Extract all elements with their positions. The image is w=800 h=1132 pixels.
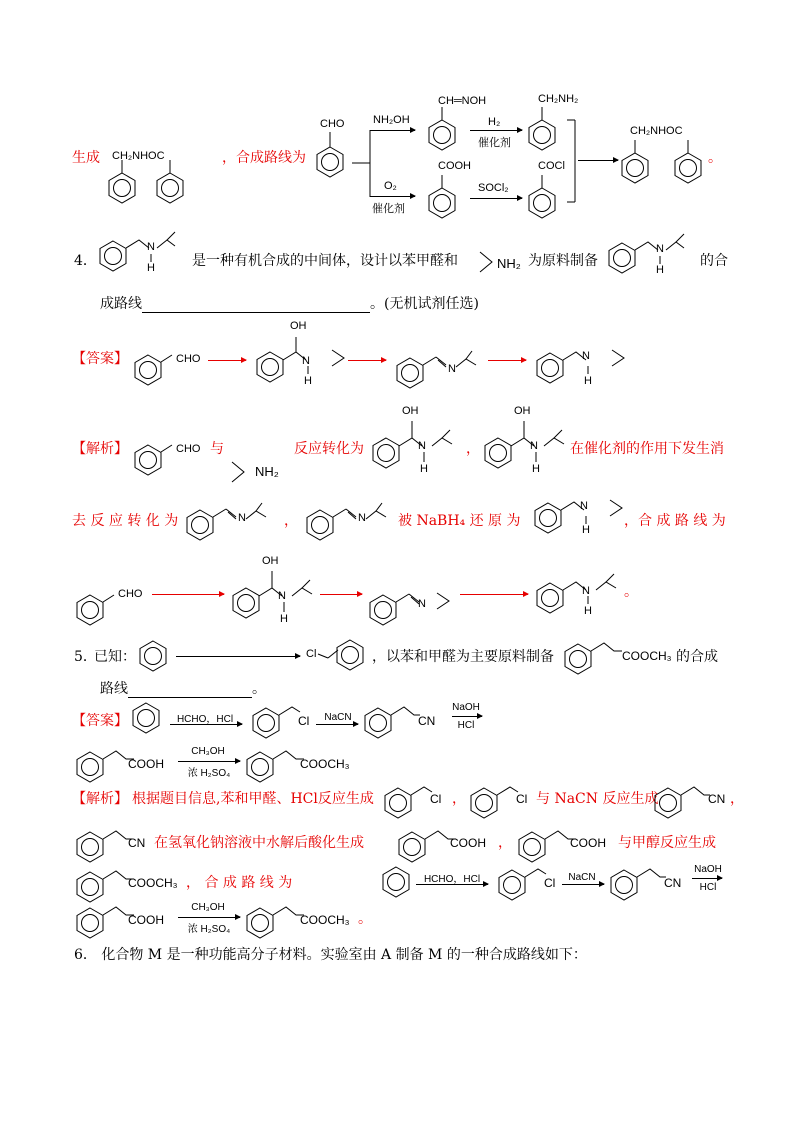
q4-route-h1: H — [280, 613, 288, 625]
q3-cho-label: CHO — [320, 118, 345, 130]
q4-exp-h1: H — [420, 463, 428, 475]
q5-exp-e8: ， 合 成 路 线 为 — [186, 875, 293, 891]
q3-catalyst-2: 催化剂 — [478, 137, 511, 149]
q5-exp-cn2: CN — [128, 836, 146, 850]
q4-ans-imine-n: N — [448, 363, 456, 375]
q5-exp-e1: 根据题目信息,苯和甲醛、HCl反应生成 — [132, 791, 374, 807]
q4-text4-prefix: 成路线 — [100, 296, 142, 312]
q4-route-end: 。 — [624, 584, 638, 600]
q4-route-n2: N — [582, 585, 590, 597]
q5-target-cooch3: COOCH₃ — [622, 649, 672, 663]
q5-ans-cn: CN — [418, 714, 436, 728]
q5-exp-e5: 在氢氧化钠溶液中水解后酸化生成 — [154, 835, 364, 851]
q4-ans-benzaldehyde — [130, 345, 175, 390]
q4-exp-benzaldehyde — [130, 435, 175, 480]
q4-route-imine-n: N — [418, 598, 426, 610]
q4-exp-oh1: OH — [402, 405, 419, 417]
q4-exp-imine-n2: N — [358, 512, 366, 524]
q5-route-r-nacn: NaCN — [568, 872, 596, 883]
q5-route-r-h2so4: 浓 H₂SO₄ — [187, 924, 231, 935]
q4-route-arrow-2 — [320, 594, 362, 595]
q5-ans-cooh: COOH — [128, 757, 164, 771]
q4-route-n1: N — [278, 590, 286, 602]
q4-exp-cho: CHO — [176, 443, 201, 455]
q5-ans-arrow-4 — [178, 761, 240, 762]
q3-merge-bracket — [565, 118, 585, 208]
q5-benzene — [135, 636, 175, 676]
q5-exp-cooh1: COOH — [450, 836, 486, 850]
q3-end-mark: 。 — [708, 150, 722, 166]
q4-ans-arrow-1 — [208, 360, 246, 361]
q4-exp-a3: 在催化剂的作用下发生消 — [570, 441, 724, 457]
q5-route-r-hcl: HCl — [699, 882, 717, 893]
q4-h2: H — [656, 264, 664, 276]
q5-text3: 路线 — [100, 681, 128, 697]
q4-exp-nh2: NH₂ — [255, 464, 279, 479]
q5-exp-e6: ， — [498, 835, 512, 851]
q5-ans-arrow-2 — [316, 724, 358, 725]
q4-exp-and: 与 — [210, 441, 224, 457]
q5-known-cl: Cl — [306, 648, 317, 660]
q3-reagent-o2: O₂ — [384, 180, 397, 192]
q5-benzyl-chloride — [310, 630, 370, 675]
q5-ans-r-h2so4: 浓 H₂SO₄ — [187, 768, 231, 779]
q4-n1: N — [147, 241, 155, 253]
q5-route-r-hcho: HCHO，HCl — [423, 874, 481, 885]
q4-answer-blank[interactable] — [142, 312, 370, 313]
q4-exp-a5: ， — [284, 513, 298, 529]
q3-route-intro: ，合成路线为 — [222, 150, 306, 166]
q4-isopropyl — [478, 250, 498, 275]
q4-exp-oh2: OH — [514, 405, 531, 417]
q4-exp-imine-n1: N — [238, 512, 246, 524]
q4-exp-a7: ，合 成 路 线 为 — [624, 513, 726, 529]
q4-ans-h1: H — [304, 375, 312, 387]
q4-h1: H — [147, 262, 155, 274]
q3-product-label: CH₂NHOC — [112, 150, 165, 162]
q4-ans-h2: H — [584, 375, 592, 387]
q5-route-cl: Cl — [544, 876, 556, 890]
q3-amine-label: CH₂NH₂ — [538, 93, 579, 105]
q5-route-cooh: COOH — [128, 913, 164, 927]
q3-final-label: CH₂NHOC — [630, 125, 683, 137]
q3-reagent-socl2: SOCl₂ — [478, 182, 509, 194]
q3-reagent-h2: H₂ — [488, 116, 501, 128]
q3-arrow-o2 — [370, 196, 415, 197]
q3-catalyst-1: 催化剂 — [372, 203, 405, 215]
q4-ans-oh: OH — [290, 320, 307, 332]
q4-exp-a4: 去 反 应 转 化 为 — [72, 513, 179, 529]
q4-text3: 的合 — [700, 253, 728, 269]
q5-exp-cn1: CN — [708, 792, 726, 806]
q5-analysis-tag: 【解析】 — [72, 791, 128, 807]
q5-route-benzene — [378, 862, 418, 902]
q5-ans-benzene — [128, 698, 168, 738]
q3-arrow-socl2 — [470, 198, 522, 199]
q4-route-benzaldehyde — [72, 585, 117, 630]
q4-ans-n1: N — [302, 355, 310, 367]
q5-text1: ，以苯和甲醛为主要原料制备 — [372, 649, 554, 665]
q3-oxime-label: CH═NOH — [438, 95, 487, 107]
q5-exp-e3: 与 NaCN 反应生成 — [536, 791, 659, 807]
q4-target-structure — [95, 230, 185, 275]
q3-product-structure — [100, 130, 200, 220]
q5-exp-cooh2: COOH — [570, 836, 606, 850]
q5-number: 5． — [74, 649, 97, 665]
q4-line2 — [100, 295, 479, 313]
q5-answer-tag: 【答案】 — [72, 713, 128, 729]
q5-route-cn: CN — [664, 876, 682, 890]
q5-ans-r-hcl: HCl — [457, 720, 475, 731]
q5-exp-cooch3: COOCH₃ — [128, 876, 178, 890]
q4-exp-n2: N — [530, 440, 538, 452]
q5-exp-cl1: Cl — [430, 792, 442, 806]
q4-ans-imine — [392, 345, 492, 390]
q5-ans-r-nacn: NaCN — [324, 712, 352, 723]
q5-route-arrow-2 — [562, 884, 604, 885]
q3-cocl-label: COCl — [538, 160, 565, 172]
q4-route-arrow-1 — [152, 594, 224, 595]
q4-ans-product — [532, 340, 632, 395]
q5-known: 已知： — [94, 649, 136, 665]
q3-benzoic-acid — [420, 165, 480, 225]
q4-exp-product-h: H — [582, 524, 590, 536]
q4-route-imine — [365, 585, 465, 630]
q4-text1: 是一种有机合成的中间体，设计以苯甲醛和 — [192, 253, 458, 269]
q4-ans-arrow-3 — [488, 360, 526, 361]
q4-route-h2: H — [584, 605, 592, 617]
q4-exp-n1: N — [418, 440, 426, 452]
q5-route-arrow-3 — [692, 878, 722, 879]
q5-route-r-ch3oh: CH₃OH — [191, 902, 225, 913]
q5-ans-r-ch3oh: CH₃OH — [191, 746, 225, 757]
q5-exp-e7: 与甲醇反应生成 — [618, 835, 716, 851]
q4-text2: 为原料制备 — [528, 253, 598, 269]
q5-ans-cl: Cl — [298, 714, 310, 728]
q4-route-cho: CHO — [118, 588, 143, 600]
q6-text: 6． 化合物 M 是一种功能高分子材料。实验室由 A 制备 M 的一种合成路线如下： — [74, 947, 587, 963]
q5-text2: 的合成 — [676, 649, 718, 665]
q4-ans-cho: CHO — [176, 353, 201, 365]
q4-route-product — [532, 570, 632, 625]
q5-ans-r-hcho: HCHO，HCl — [176, 714, 234, 725]
q3-cooh-label: COOH — [438, 160, 471, 172]
q4-exp-imine-2 — [302, 500, 402, 545]
q5-route-cooch3: COOCH₃ — [300, 913, 350, 927]
q4-answer-tag: 【答案】 — [72, 351, 128, 367]
q5-exp-e2: ， — [452, 791, 466, 807]
q5-ans-r-naoh: NaOH — [452, 702, 480, 713]
q3-shengcheng: 生成 — [72, 150, 100, 166]
q4-exp-a1: 反应转化为 — [294, 441, 364, 457]
q4-n2: N — [656, 243, 664, 255]
q5-line2 — [100, 680, 266, 698]
q4-ans-arrow-2 — [348, 360, 386, 361]
q4-text4-suffix: 。(无机试剂任选) — [370, 296, 479, 312]
q4-exp-a6: 被 NaBH₄ 还 原 为 — [398, 513, 521, 529]
q4-route-oh: OH — [262, 555, 279, 567]
q5-text3-end: 。 — [252, 681, 266, 697]
q4-route-arrow-3 — [460, 594, 528, 595]
q4-target-structure-2 — [604, 232, 694, 277]
q4-exp-isopropyl — [230, 460, 250, 485]
q5-exp-e4: ， — [730, 791, 744, 807]
q5-ans-arrow-3 — [452, 716, 482, 717]
q5-route-arrow-1 — [416, 884, 488, 885]
q5-route-end: 。 — [358, 911, 372, 927]
q5-ans-arrow-1 — [170, 724, 242, 725]
q4-exp-product-n: N — [580, 500, 588, 512]
q5-known-arrow — [176, 656, 300, 657]
q4-ans-n2: N — [582, 350, 590, 362]
q5-exp-cl2: Cl — [516, 792, 528, 806]
q4-exp-a2: ， — [466, 441, 480, 457]
q4-exp-h2: H — [532, 463, 540, 475]
q3-reagent-nh2oh: NH₂OH — [373, 114, 410, 126]
q4-analysis-tag: 【解析】 — [72, 441, 128, 457]
q5-target-ester — [560, 634, 630, 679]
q4-exp-imine-1 — [182, 500, 282, 545]
q5-ans-cooch3: COOCH₃ — [300, 757, 350, 771]
q4-exp-product — [530, 490, 630, 545]
q5-route-arrow-4 — [178, 917, 240, 918]
q5-route-r-naoh: NaOH — [694, 864, 722, 875]
q4-nh2: NH₂ — [497, 256, 521, 271]
q3-arrow-h2 — [470, 130, 522, 131]
q3-arrow-nh2oh — [370, 130, 415, 131]
q4-number: 4． — [74, 253, 97, 269]
